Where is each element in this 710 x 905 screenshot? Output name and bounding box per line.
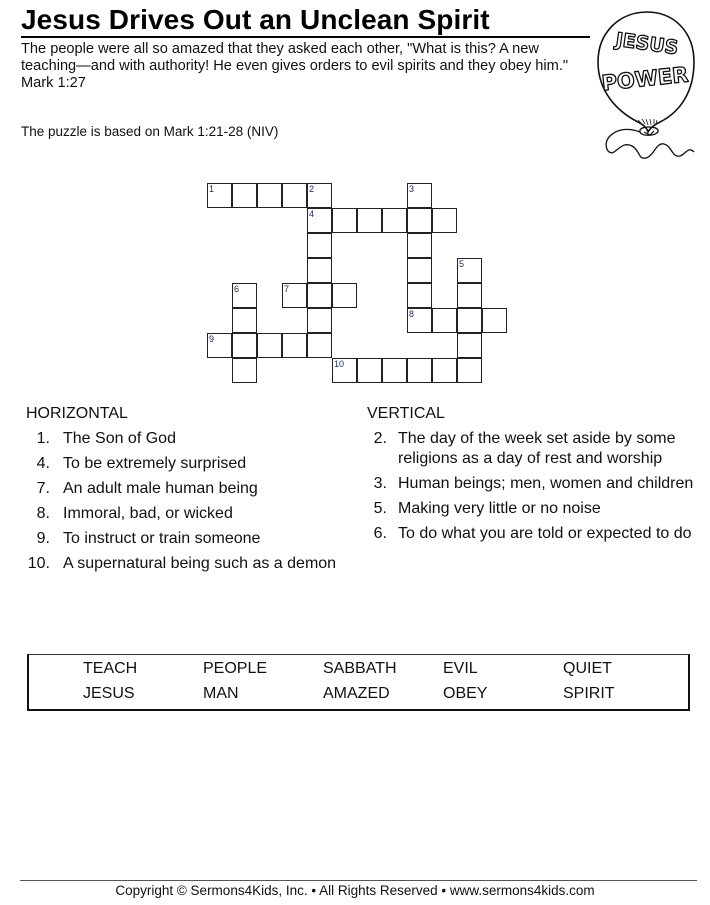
word-bank-item: AMAZED	[323, 685, 390, 702]
svg-text:POWER: POWER	[600, 62, 690, 96]
footer-divider	[20, 880, 697, 881]
crossword-cell[interactable]	[232, 333, 257, 358]
crossword-cell[interactable]	[432, 208, 457, 233]
word-bank-item: JESUS	[83, 685, 135, 702]
crossword-cell[interactable]	[432, 358, 457, 383]
crossword-cell[interactable]	[207, 333, 232, 358]
clue-number: 8.	[36, 505, 50, 522]
word-bank-item: SPIRIT	[563, 685, 615, 702]
word-bank-item: SABBATH	[323, 660, 397, 677]
crossword-cell[interactable]	[332, 358, 357, 383]
crossword-cell[interactable]	[307, 308, 332, 333]
cell-number: 10	[334, 359, 345, 369]
crossword-cell[interactable]	[282, 333, 307, 358]
cell-number: 8	[409, 309, 415, 319]
clue-text: To be extremely surprised	[63, 455, 247, 472]
clue-number: 4.	[36, 455, 50, 472]
word-bank-item: MAN	[203, 685, 239, 702]
clue-down-6	[367, 524, 697, 544]
verse-line-2: teaching—and with authority! He even gives orders to evil spirits and they obey him."	[21, 58, 569, 74]
cell-number: 1	[209, 184, 215, 194]
word-bank-item: EVIL	[443, 660, 478, 677]
cell-number: 4	[309, 209, 315, 219]
crossword-grid	[207, 183, 507, 388]
cell-number: 2	[309, 184, 315, 194]
clue-across-9	[26, 529, 356, 549]
clue-number: 6.	[373, 525, 387, 542]
crossword-cell[interactable]	[207, 183, 232, 208]
cell-number: 6	[234, 284, 240, 294]
word-bank-item: PEOPLE	[203, 660, 268, 677]
crossword-cell[interactable]	[457, 258, 482, 283]
clue-text: The Son of God	[63, 430, 176, 447]
clue-text: Making very little or no noise	[398, 500, 601, 517]
puzzle-source-note: The puzzle is based on Mark 1:21-28 (NIV)	[21, 124, 279, 139]
crossword-cell[interactable]	[282, 283, 307, 308]
crossword-cell[interactable]	[307, 208, 332, 233]
memory-verse	[21, 41, 601, 92]
crossword-cell[interactable]	[282, 183, 307, 208]
clue-text: To do what you are told or expected to do	[398, 525, 692, 542]
crossword-cell[interactable]	[457, 308, 482, 333]
crossword-cell[interactable]	[482, 308, 507, 333]
crossword-cell[interactable]	[382, 208, 407, 233]
crossword-cell[interactable]	[432, 308, 457, 333]
clue-text: To instruct or train someone	[63, 530, 261, 547]
crossword-cell[interactable]	[407, 208, 432, 233]
crossword-cell[interactable]	[232, 358, 257, 383]
jesus-power-balloon-icon	[590, 4, 705, 169]
page-title: Jesus Drives Out an Unclean Spirit	[21, 4, 590, 38]
cell-number: 7	[284, 284, 290, 294]
clue-down-5	[367, 499, 697, 519]
crossword-cell[interactable]	[407, 283, 432, 308]
clue-text: The day of the week set aside by some religions as a day of rest and worship	[398, 430, 676, 467]
vertical-clues	[367, 404, 697, 549]
clue-number: 10.	[27, 555, 50, 572]
clue-number: 1.	[36, 430, 50, 447]
crossword-cell[interactable]	[307, 183, 332, 208]
clue-across-4	[26, 454, 356, 474]
clue-across-1	[26, 429, 356, 449]
clue-text: Human beings; men, women and children	[398, 475, 694, 492]
verse-line-1: The people were all so amazed that they asked each other, "What is this? A new	[21, 41, 539, 57]
vertical-heading: VERTICAL	[367, 405, 445, 422]
crossword-cell[interactable]	[307, 258, 332, 283]
crossword-cell[interactable]	[307, 283, 332, 308]
crossword-cell[interactable]	[357, 208, 382, 233]
clue-number: 7.	[36, 480, 50, 497]
crossword-cell[interactable]	[232, 183, 257, 208]
clue-number: 5.	[373, 500, 387, 517]
crossword-cell[interactable]	[407, 358, 432, 383]
cell-number: 5	[459, 259, 465, 269]
crossword-cell[interactable]	[332, 208, 357, 233]
crossword-cell[interactable]	[457, 358, 482, 383]
crossword-cell[interactable]	[307, 333, 332, 358]
crossword-cell[interactable]	[307, 233, 332, 258]
clue-text: Immoral, bad, or wicked	[63, 505, 233, 522]
svg-text:JESUS: JESUS	[614, 28, 680, 60]
cell-number: 3	[409, 184, 415, 194]
horizontal-clues	[26, 404, 356, 579]
word-bank-item: OBEY	[443, 685, 488, 702]
clue-number: 3.	[373, 475, 387, 492]
crossword-cell[interactable]	[257, 333, 282, 358]
crossword-cell[interactable]	[382, 358, 407, 383]
verse-reference: Mark 1:27	[21, 75, 86, 91]
clue-text: A supernatural being such as a demon	[63, 555, 337, 572]
word-bank	[27, 654, 690, 711]
clue-down-2	[367, 429, 697, 469]
clue-across-7	[26, 479, 356, 499]
clue-down-3	[367, 474, 697, 494]
crossword-cell[interactable]	[357, 358, 382, 383]
crossword-cell[interactable]	[332, 283, 357, 308]
clue-text: An adult male human being	[63, 480, 258, 497]
crossword-cell[interactable]	[407, 233, 432, 258]
crossword-cell[interactable]	[457, 333, 482, 358]
horizontal-heading: HORIZONTAL	[26, 405, 128, 422]
crossword-cell[interactable]	[457, 283, 482, 308]
word-bank-item: QUIET	[563, 660, 612, 677]
clue-across-8	[26, 504, 356, 524]
crossword-cell[interactable]	[257, 183, 282, 208]
clue-number: 2.	[373, 430, 387, 447]
crossword-cell[interactable]	[232, 308, 257, 333]
crossword-cell[interactable]	[407, 308, 432, 333]
clue-across-10	[26, 554, 356, 574]
crossword-cell[interactable]	[407, 183, 432, 208]
crossword-cell[interactable]	[407, 258, 432, 283]
clue-number: 9.	[36, 530, 50, 547]
crossword-cell[interactable]	[232, 283, 257, 308]
copyright-footer: Copyright © Sermons4Kids, Inc. • All Rights Reserved • www.sermons4kids.com	[115, 883, 595, 898]
cell-number: 9	[209, 334, 215, 344]
word-bank-item: TEACH	[83, 660, 138, 677]
